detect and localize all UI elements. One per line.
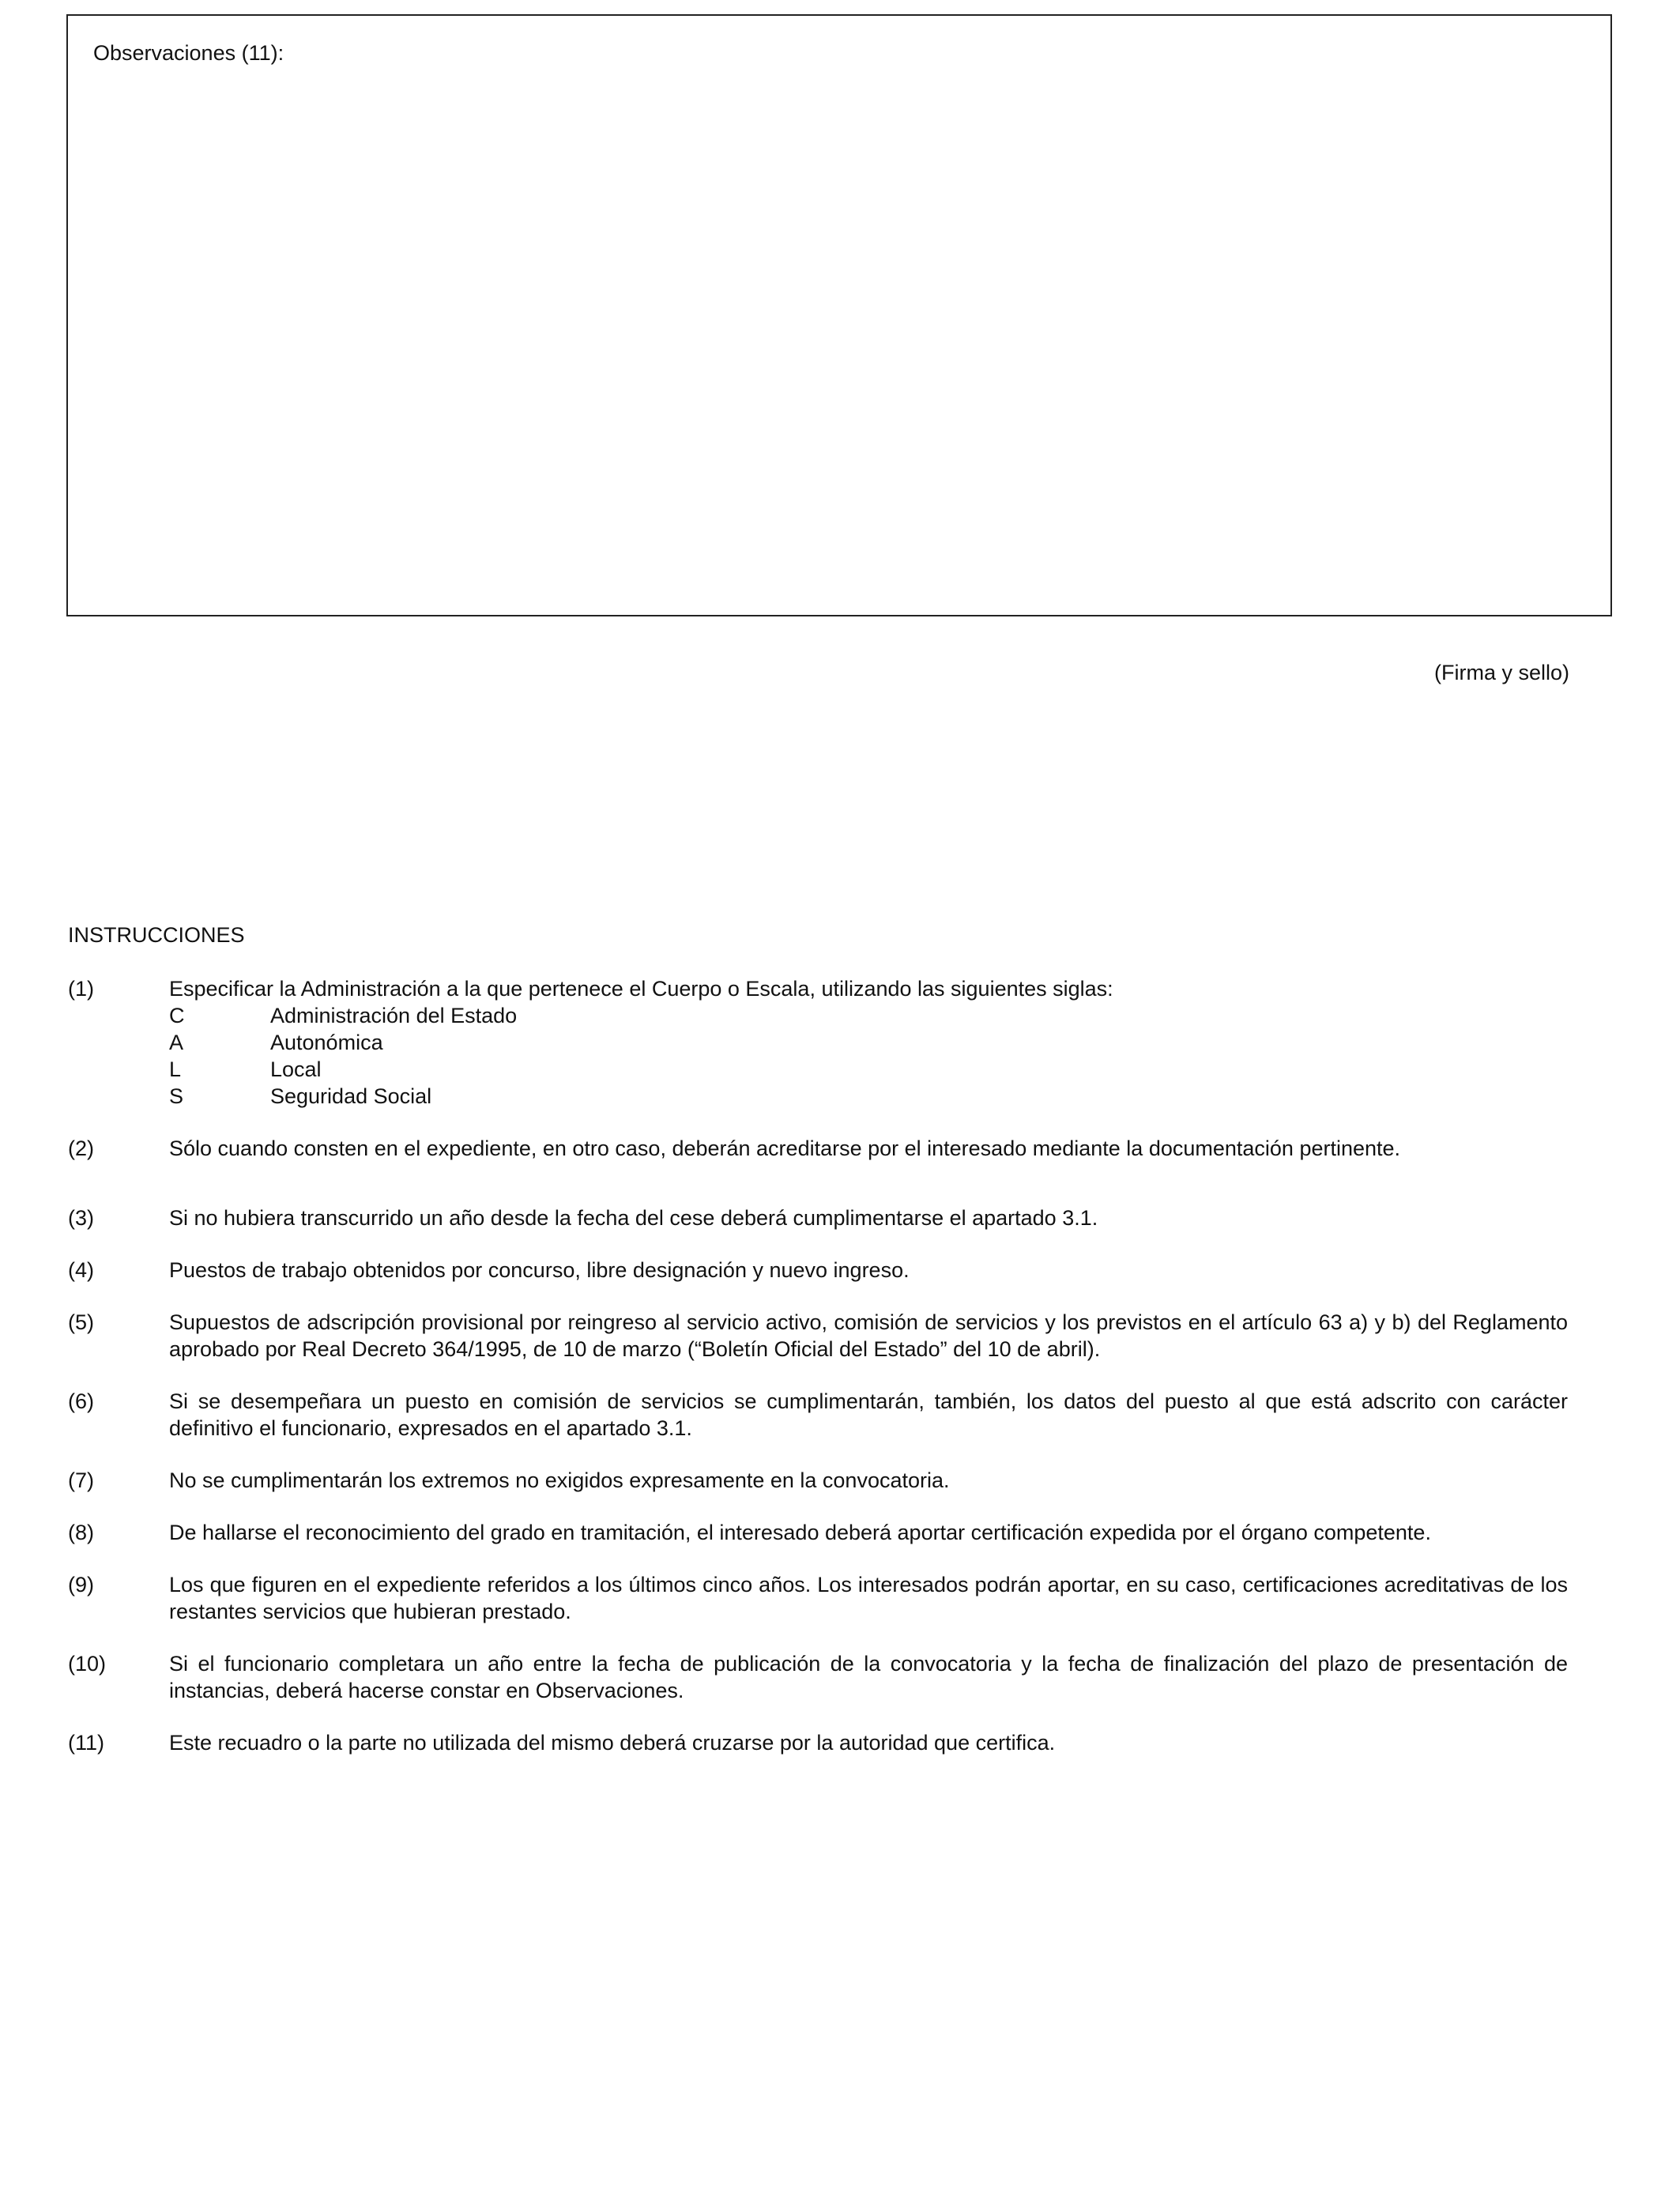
observations-box: [66, 14, 1612, 616]
acronym-description: Autonómica: [270, 1031, 383, 1054]
instruction-number: (4): [68, 1258, 94, 1282]
instruction-text: Este recuadro o la parte no utilizada del mismo deberá cruzarse por la autoridad que certifica.: [169, 1731, 1056, 1755]
acronym-description: Local: [270, 1057, 322, 1081]
acronym-row: [68, 1002, 1568, 1029]
instruction-number: (11): [68, 1731, 105, 1755]
instruction-text: Sólo cuando consten en el expediente, en otro caso, deberán acreditarse por el interesado mediante la documentación pertinente.: [169, 1137, 1401, 1160]
instruction-item-11: [68, 1729, 1568, 1756]
instruction-number: (6): [68, 1389, 94, 1413]
instruction-text: Si no hubiera transcurrido un año desde la fecha del cese deberá cumplimentarse el apartado 3.1.: [169, 1206, 1098, 1230]
acronym-code: A: [169, 1031, 184, 1054]
acronym-code: C: [169, 1004, 185, 1027]
instructions-list: [68, 975, 1568, 1756]
instruction-number: (8): [68, 1521, 94, 1544]
instructions-title: INSTRUCCIONES: [68, 923, 245, 947]
instruction-text: Los que figuren en el expediente referidos a los últimos cinco años. Los interesados podrán aportar, en su caso, certificaciones acreditativas de los restantes servicios que hubieran prestado.: [169, 1573, 1568, 1623]
instruction-number: (2): [68, 1137, 94, 1160]
acronym-row: [68, 1056, 1568, 1083]
instruction-text: De hallarse el reconocimiento del grado en tramitación, el interesado deberá aportar certificación expedida por el órgano competente.: [169, 1521, 1431, 1544]
acronym-list: [68, 1002, 1568, 1110]
observations-label: Observaciones (11):: [93, 41, 284, 65]
instruction-number: (1): [68, 977, 94, 1001]
instruction-text: Si el funcionario completara un año entre la fecha de publicación de la convocatoria y la fecha de finalización del plazo de presentación de instancias, deberá hacerse constar en Observaciones.: [169, 1652, 1568, 1702]
acronym-code: L: [169, 1057, 182, 1081]
instruction-text: No se cumplimentarán los extremos no exigidos expresamente en la convocatoria.: [169, 1468, 950, 1492]
instruction-item-6: [68, 1388, 1568, 1442]
instruction-item-10: [68, 1650, 1568, 1704]
instruction-number: (5): [68, 1310, 94, 1334]
signature-label: (Firma y sello): [1433, 661, 1569, 684]
acronym-row: [68, 1029, 1568, 1056]
instruction-item-5: [68, 1309, 1568, 1363]
instruction-item-2: [68, 1135, 1568, 1162]
instruction-number: (3): [68, 1206, 94, 1230]
instruction-item-8: [68, 1519, 1568, 1546]
instruction-item-9: [68, 1571, 1568, 1625]
acronym-code: S: [169, 1084, 184, 1108]
acronym-row: [68, 1083, 1568, 1110]
acronym-description: Administración del Estado: [270, 1004, 518, 1027]
instruction-item-1: [68, 975, 1568, 1110]
instruction-item-3: [68, 1204, 1568, 1231]
instruction-item-7: [68, 1467, 1568, 1494]
instruction-item-4: [68, 1257, 1568, 1284]
instruction-number: (9): [68, 1573, 94, 1596]
instruction-number: (10): [68, 1652, 107, 1676]
instruction-number: (7): [68, 1468, 94, 1492]
acronym-description: Seguridad Social: [270, 1084, 432, 1108]
instruction-text: Especificar la Administración a la que pertenece el Cuerpo o Escala, utilizando las siguientes siglas:: [169, 977, 1113, 1001]
instruction-text: Supuestos de adscripción provisional por reingreso al servicio activo, comisión de servicios y los previstos en el artículo 63 a) y b) del Reglamento aprobado por Real Decreto 364/1995, de 10 de marzo (“Boletín Oficial del Estado” del 10 de abril).: [169, 1310, 1568, 1361]
instruction-text: Si se desempeñara un puesto en comisión de servicios se cumplimentarán, también, los datos del puesto al que está adscrito con carácter definitivo el funcionario, expresados en el apartado 3.1.: [169, 1389, 1568, 1440]
instruction-text: Puestos de trabajo obtenidos por concurso, libre designación y nuevo ingreso.: [169, 1258, 910, 1282]
